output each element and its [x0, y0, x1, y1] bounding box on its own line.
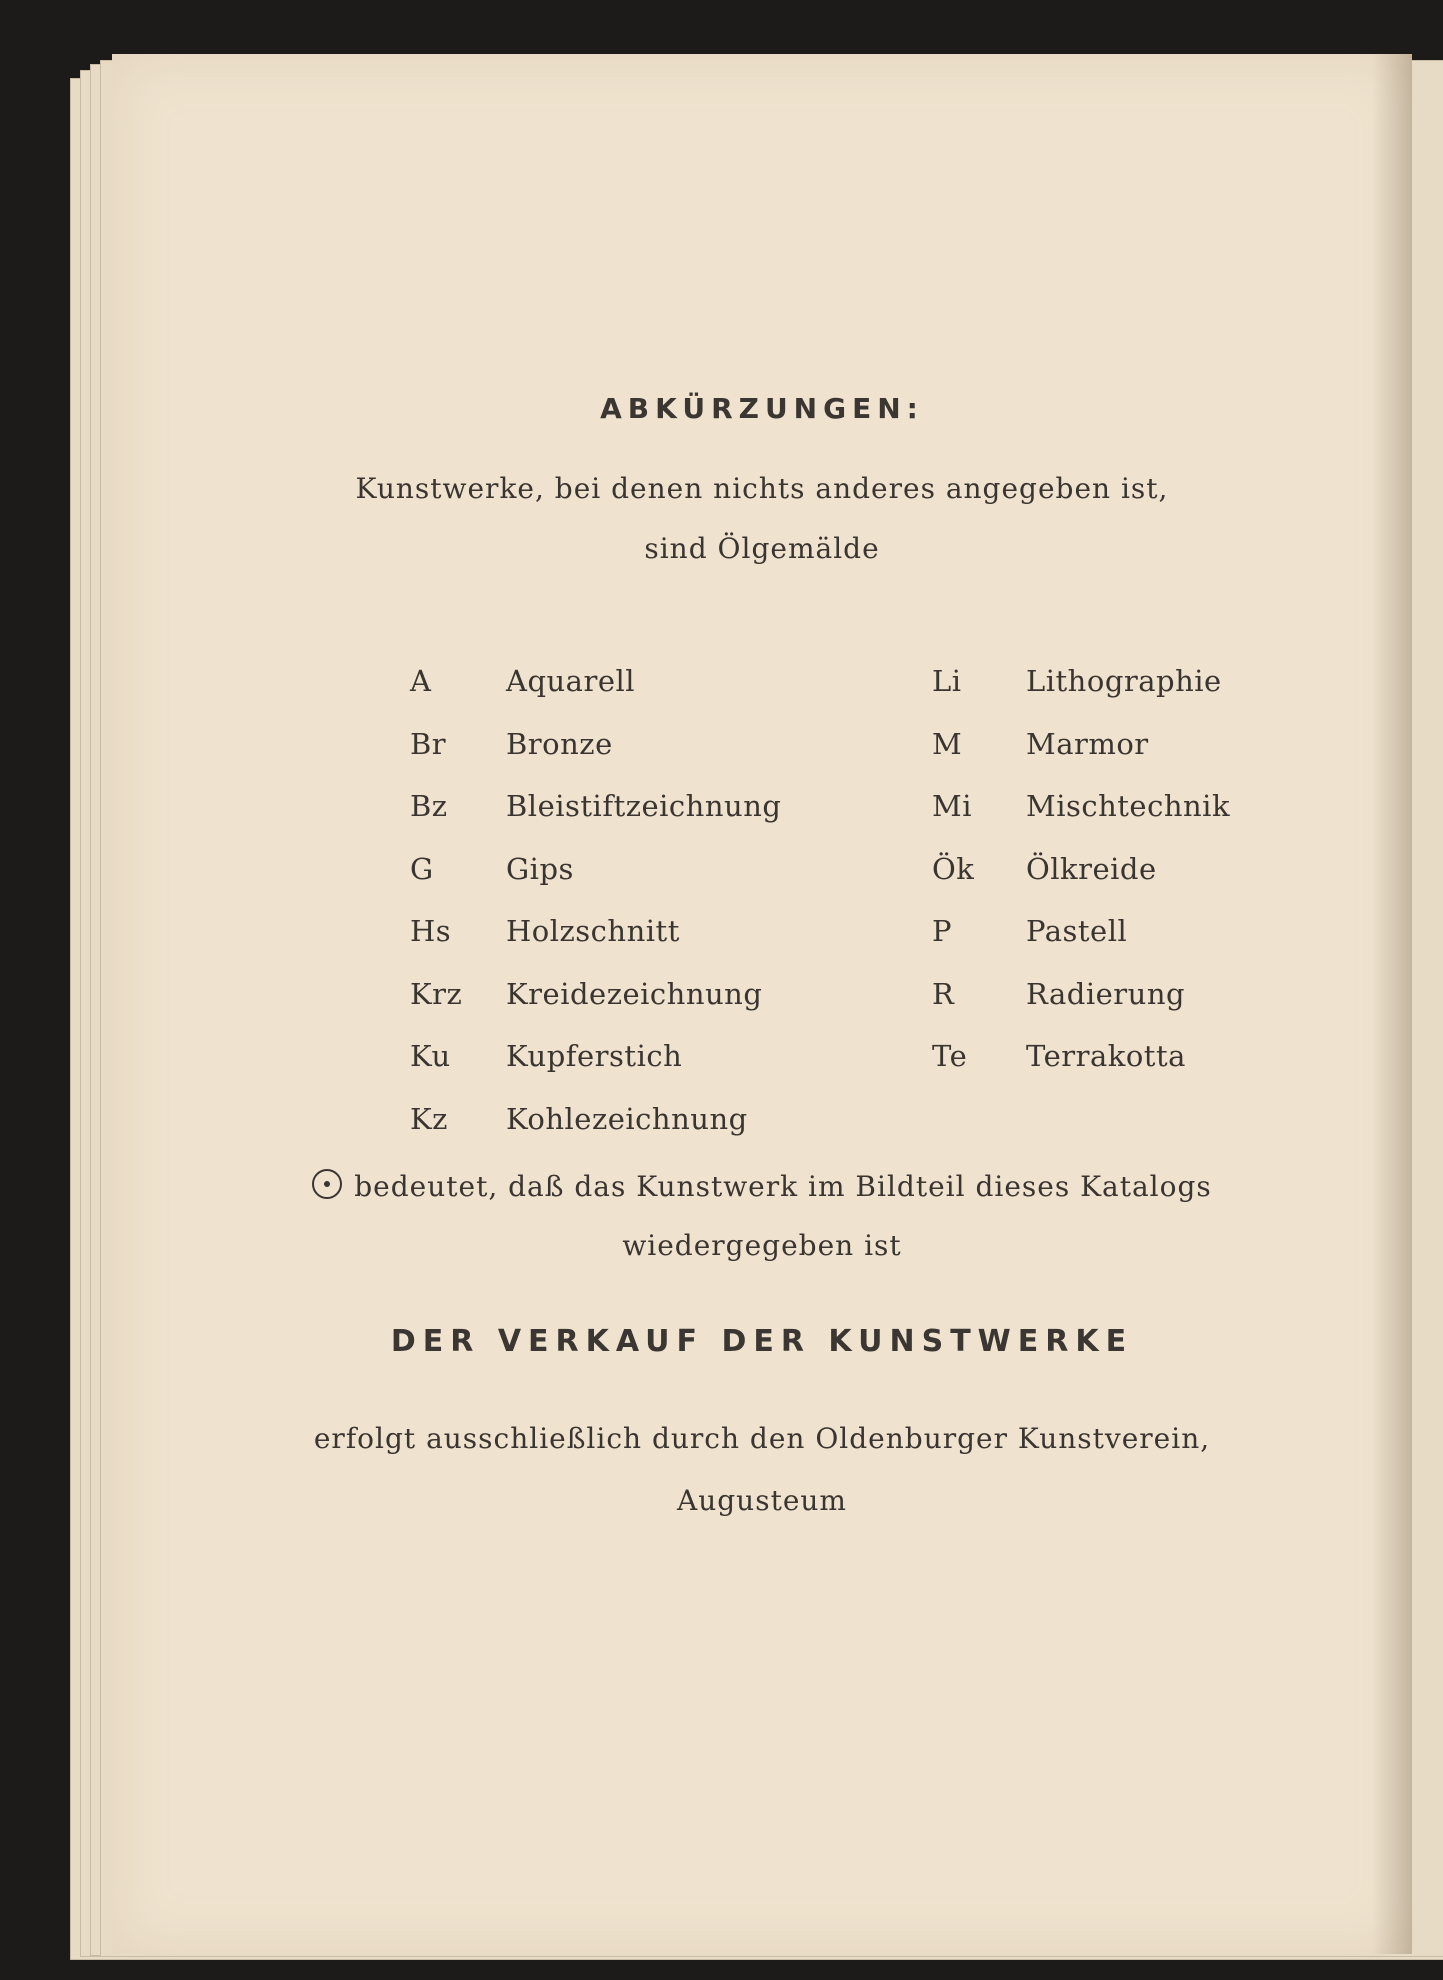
abbreviation-term: Kreidezeichnung: [506, 976, 763, 1011]
abbreviation-code: G: [410, 851, 434, 886]
marker-explanation-line-1: [112, 1169, 1412, 1203]
abbreviation-row: [410, 789, 970, 852]
abbreviation-code: Br: [410, 726, 447, 761]
abbreviations-heading: ABKÜRZUNGEN:: [600, 392, 924, 425]
intro-line-1: Kunstwerke, bei denen nichts anderes angegeben ist,: [355, 472, 1169, 505]
abbreviation-list-left: [410, 664, 970, 1164]
abbreviation-row: [932, 852, 1352, 915]
abbreviation-row: [932, 977, 1352, 1040]
sale-line-1: erfolgt ausschließlich durch den Oldenburger Kunstverein,: [313, 1422, 1211, 1455]
abbreviation-term: Bronze: [506, 726, 613, 761]
abbreviation-term: Pastell: [1026, 914, 1128, 948]
abbreviation-term: Lithographie: [1026, 664, 1222, 698]
abbreviation-term: Bleistiftzeichnung: [506, 789, 782, 823]
abbreviation-term: Kohlezeichnung: [506, 1101, 748, 1136]
abbreviation-row: [410, 727, 970, 790]
abbreviation-code: M: [932, 726, 963, 761]
abbreviation-row: [932, 789, 1352, 852]
sale-heading: DER VERKAUF DER KUNSTWERKE: [390, 1324, 1134, 1359]
abbreviation-code: P: [932, 914, 953, 948]
abbreviation-row: [932, 664, 1352, 727]
abbreviation-row: [932, 1039, 1352, 1102]
abbreviation-term: Marmor: [1026, 726, 1149, 761]
abbreviation-term: Kupferstich: [506, 1039, 683, 1073]
abbreviation-row: [932, 914, 1352, 977]
intro-line-2: sind Ölgemälde: [644, 532, 880, 565]
abbreviation-code: Kz: [410, 1101, 448, 1136]
abbreviation-row: [410, 977, 970, 1040]
abbreviation-term: Terrakotta: [1026, 1039, 1186, 1073]
abbreviation-code: R: [932, 976, 955, 1011]
abbreviation-row: [410, 664, 970, 727]
abbreviation-code: Mi: [932, 789, 972, 823]
abbreviation-term: Ölkreide: [1026, 851, 1157, 886]
circled-dot-icon: [312, 1169, 342, 1199]
abbreviation-term: Holzschnitt: [506, 914, 680, 948]
abbreviation-code: Te: [932, 1039, 968, 1073]
page-content: [112, 54, 1412, 1954]
abbreviation-code: A: [410, 664, 432, 698]
abbreviation-row: [410, 914, 970, 977]
abbreviation-code: Hs: [410, 914, 452, 948]
abbreviation-row: [410, 1039, 970, 1102]
abbreviation-row: [932, 727, 1352, 790]
abbreviation-term: Gips: [506, 851, 574, 886]
sale-line-2: Augusteum: [677, 1484, 847, 1517]
marker-explanation-line-2: wiedergegeben ist: [622, 1229, 902, 1262]
abbreviation-code: Ku: [410, 1039, 451, 1073]
marker-explanation-text: bedeutet, daß das Kunstwerk im Bildteil dieses Katalogs: [354, 1170, 1212, 1203]
abbreviation-code: Li: [932, 664, 962, 698]
abbreviation-term: Mischtechnik: [1026, 789, 1231, 823]
catalog-page: [112, 54, 1412, 1954]
abbreviation-row: [410, 1102, 970, 1165]
abbreviation-row: [410, 852, 970, 915]
abbreviation-list-right: [932, 664, 1352, 1102]
abbreviation-code: Ök: [932, 851, 975, 886]
abbreviation-code: Bz: [410, 789, 448, 823]
abbreviation-code: Krz: [410, 976, 463, 1011]
abbreviation-term: Aquarell: [506, 664, 636, 698]
abbreviation-term: Radierung: [1026, 976, 1186, 1011]
